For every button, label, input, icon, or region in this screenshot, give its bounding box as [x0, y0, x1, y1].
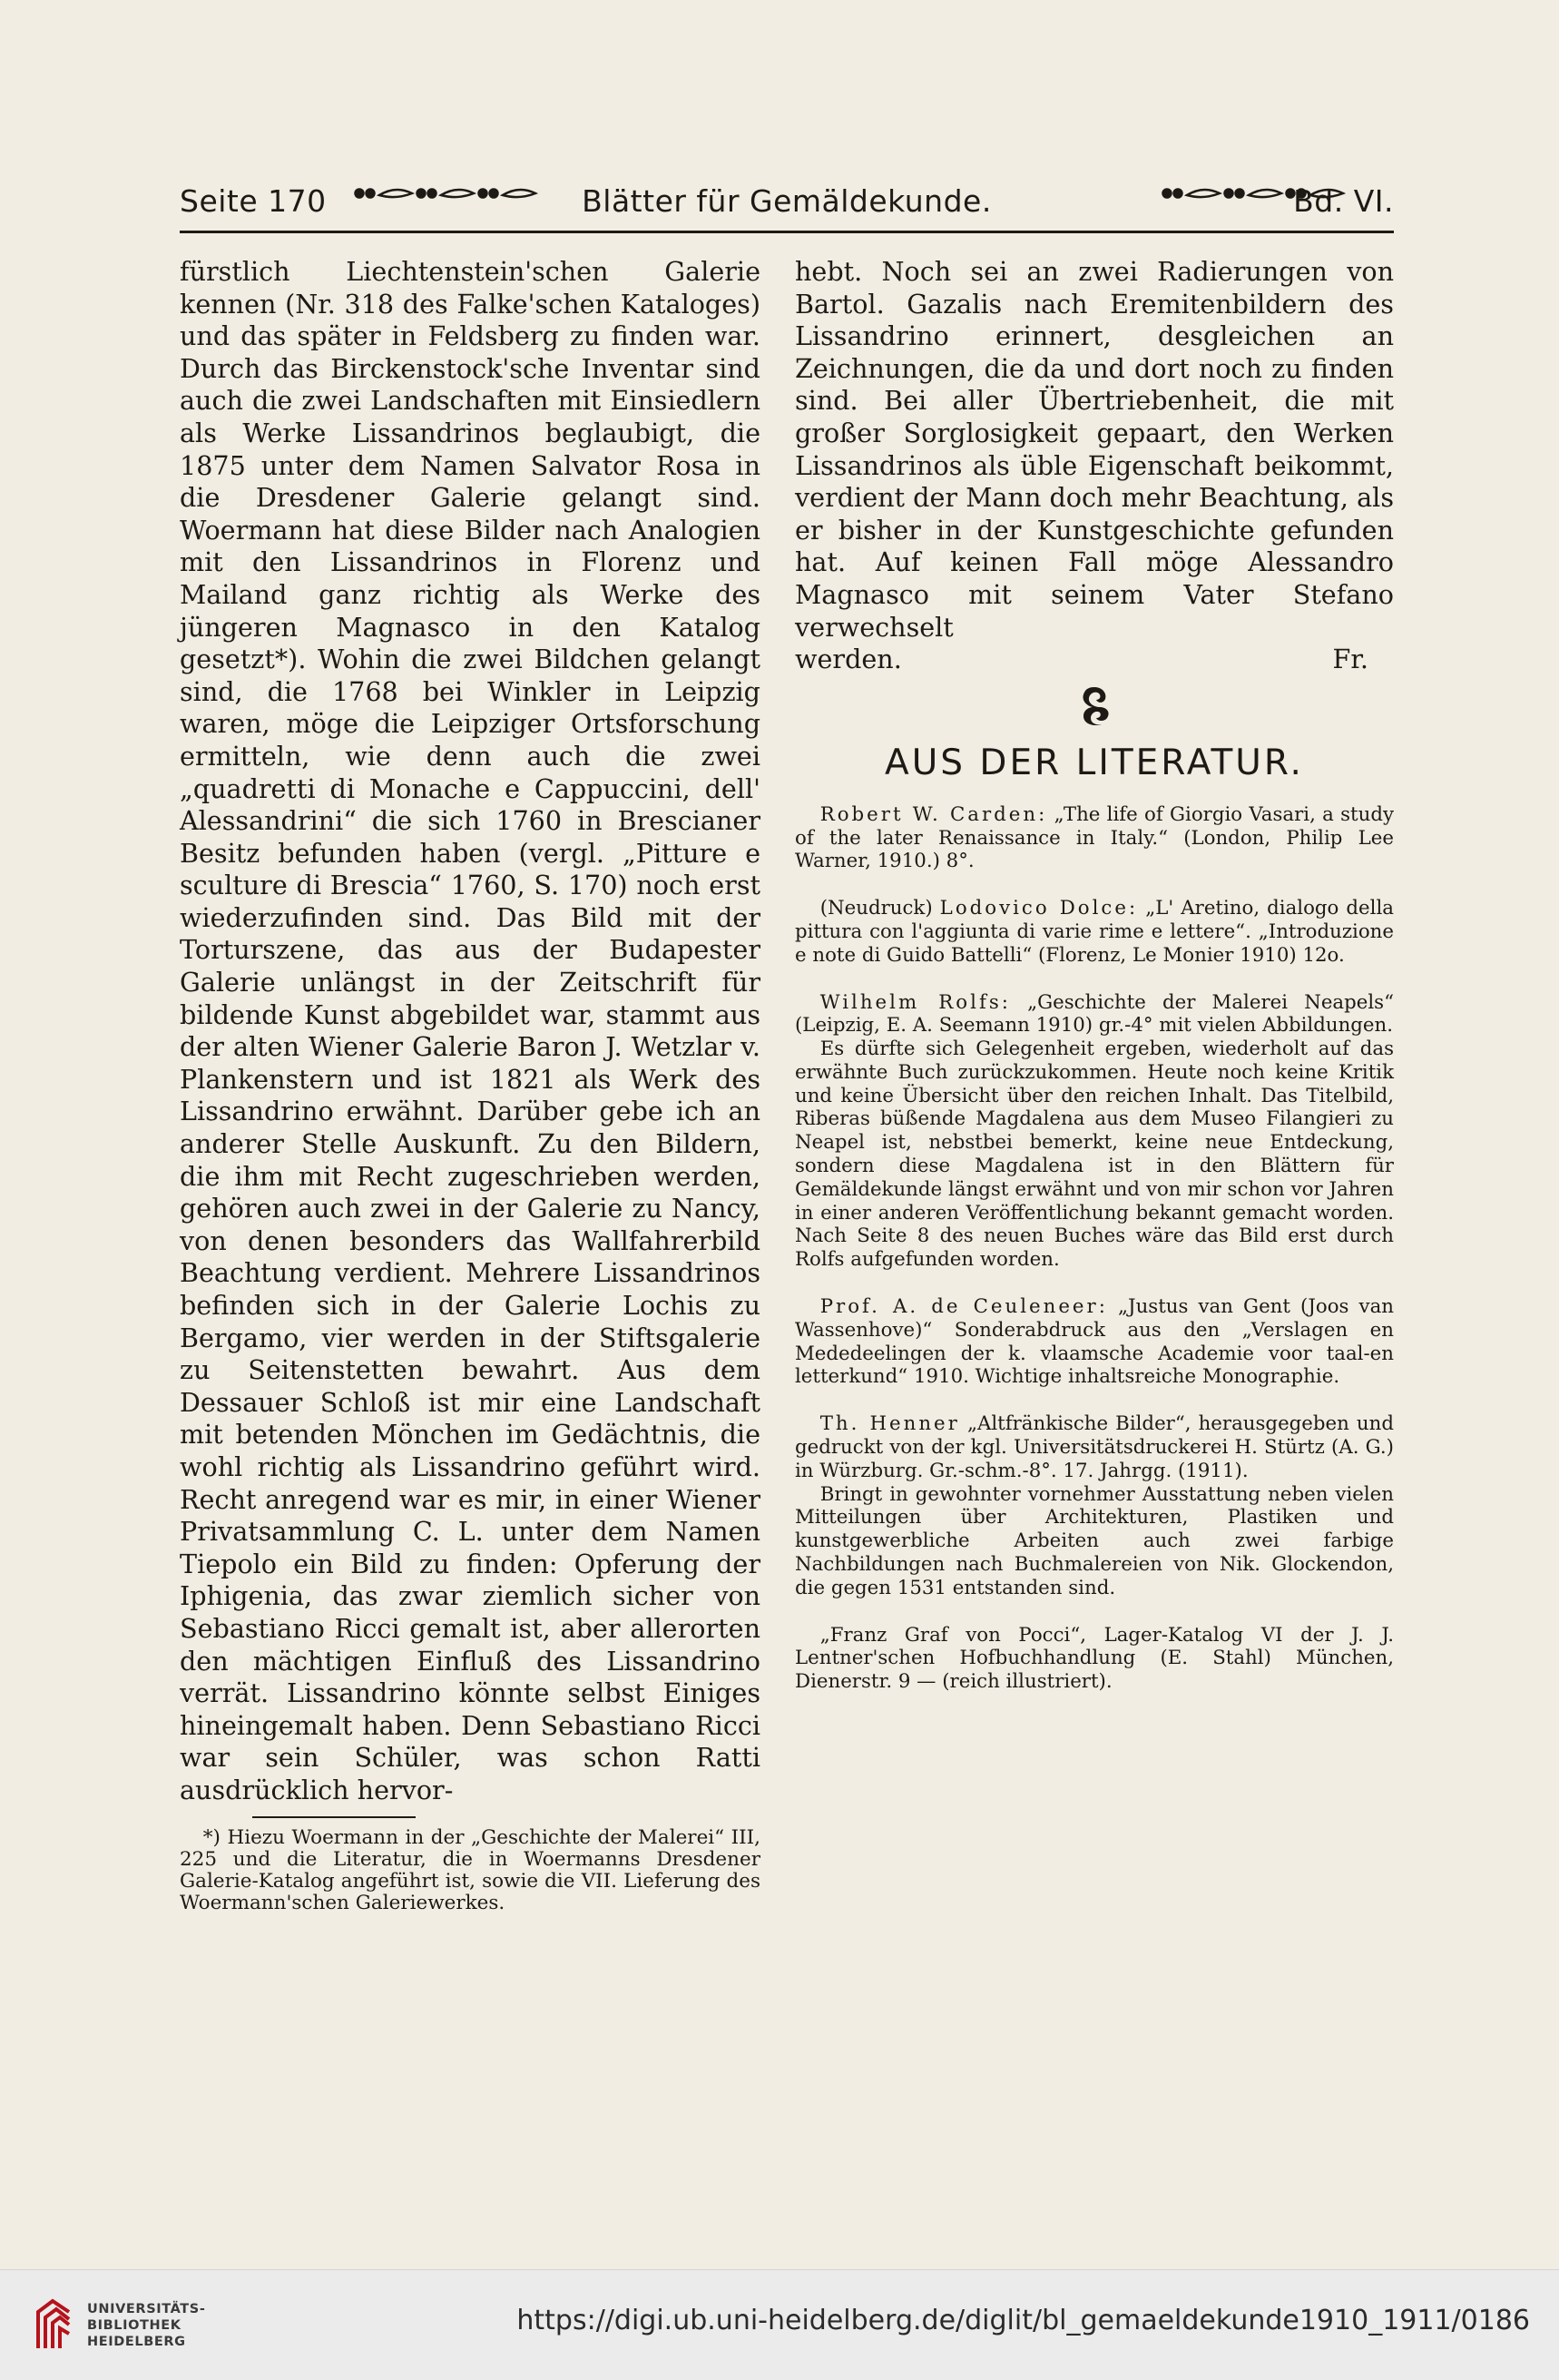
- literature-entry: [795, 991, 1394, 1038]
- entry-author: Wilhelm Rolfs:: [819, 990, 1011, 1014]
- header-divider: [180, 231, 1394, 233]
- author-signature: Fr.: [1332, 644, 1368, 675]
- permalink-url[interactable]: https://digi.ub.uni-heidelberg.de/diglit/bl_gemaeldekunde1910_1911/0186: [516, 2305, 1530, 2336]
- entry-text: „Justus van Gent (Joos van Wassenhove)“ Sonderabdruck aus den „Verslagen en Mededeelingen der k. vlaamsche Academie voor taal-en letterkund“ 1910. Wichtige inhaltsreiche Monographie.: [795, 1295, 1394, 1389]
- entry-author: Robert W. Carden:: [819, 802, 1048, 826]
- footnote: *) Hiezu Woermann in der „Geschichte der Malerei“ III, 225 und die Literatur, die in Woermanns Dresdener Galerie-Katalog angeführt ist, sowie die VII. Lieferung des Woermann'schen Galeriewerkes.: [180, 1825, 760, 1915]
- library-name: [87, 2301, 205, 2350]
- literature-entry: [795, 1295, 1394, 1389]
- library-name-line: UNIVERSITÄTS-: [87, 2302, 206, 2316]
- right-column: [795, 256, 1394, 1717]
- literature-entry: [795, 1624, 1394, 1694]
- section-title: AUS DER LITERATUR.: [885, 742, 1304, 783]
- left-column: [180, 256, 760, 1914]
- library-logo-icon[interactable]: [33, 2296, 74, 2352]
- entry-author: Th. Henner: [819, 1412, 960, 1436]
- footnote-divider: [252, 1816, 416, 1818]
- closing-line: [795, 644, 1394, 676]
- entry-text: „Altfränkische Bilder“, herausgegeben und gedruckt von der kgl. Universitätsdruckerei H. Stürtz (A. G.) in Würzburg. Gr.-schm.-8°. 17. Jahrgg. (1911).: [795, 1412, 1394, 1482]
- literature-entry: [795, 897, 1394, 967]
- library-name-line: BIBLIOTHEK: [87, 2318, 181, 2333]
- volume-label: Bd. VI.: [1293, 183, 1394, 219]
- closing-word: werden.: [795, 644, 902, 675]
- library-banner: [0, 2269, 1559, 2380]
- entry-text: „Geschichte der Malerei Neapels“ (Leipzig, E. A. Seemann 1910) gr.-4° mit vielen Abbildungen.: [795, 990, 1394, 1038]
- entry-text: „The life of Giorgio Vasari, a study of the later Renaissance in Italy.“ (London, Philip Lee Warner, 1910.) 8°.: [795, 802, 1394, 873]
- body-paragraph-continued: hebt. Noch sei an zwei Radierungen von Bartol. Gazalis nach Eremitenbildern des Lissandrino erinnert, desgleichen an Zeichnungen, die da und dort noch zu finden sind. Bei aller Übertriebenheit, die mit großer Sorglosigkeit gepaart, den Werken Lissandrinos als üble Eigenschaft beikommt, verdient der Mann doch mehr Beachtung, als er bisher in der Kunstgeschichte gefunden hat. Auf keinen Fall möge Alessandro Magnasco mit seinem Vater Stefano verwechselt: [795, 256, 1394, 643]
- journal-title: Blätter für Gemäldekunde.: [582, 183, 992, 219]
- entry-author: Lodovico Dolce:: [939, 897, 1139, 920]
- literature-entry: [795, 803, 1394, 873]
- entry-review: Bringt in gewohnter vornehmer Ausstattung neben vielen Mitteilungen über Architekturen, Plastiken und kunstgewerbliche Arbeiten auch zwei farbige Nachbildungen nach Buchmalereien von Nik. Glockendon, die gegen 1531 entstanden sind.: [795, 1482, 1394, 1599]
- entry-author: „Franz Graf von Pocci“,: [819, 1623, 1086, 1647]
- library-name-line: HEIDELBERG: [87, 2335, 186, 2349]
- body-paragraph: fürstlich Liechtenstein'schen Galerie kennen (Nr. 318 des Falke'schen Kataloges) und das später in Feldsberg zu finden war. Durch das Birckenstock'sche Inventar sind auch die zwei Landschaften mit Einsiedlern als Werke Lissandrinos beglaubigt, die 1875 unter dem Namen Salvator Rosa in die Dresdener Galerie gelangt sind. Woermann hat diese Bilder nach Analogien mit den Lissandrinos in Florenz und Mailand ganz richtig als Werke des jüngeren Magnasco in den Katalog gesetzt*). Wohin die zwei Bildchen gelangt sind, die 1768 bei Winkler in Leipzig waren, möge die Leipziger Ortsforschung ermitteln, wie denn auch die zwei „quadretti di Monache e Cappuccini, dell' Alessandrini“ die sich 1760 in Brescianer Besitz befunden haben (vergl. „Pitture e sculture di Brescia“ 1760, S. 170) noch erst wiederzufinden sind. Das Bild mit der Torturszene, das aus der Budapester Galerie unlängst in der Zeitschrift für bildende Kunst abgebildet war, stammt aus der alten Wiener Galerie Baron J. Wetzlar v. Plankenstern und ist 1821 als Werk des Lissandrino erwähnt. Darüber gebe ich an anderer Stelle Auskunft. Zu den Bildern, die ihm mit Recht zugeschrieben werden, gehören auch zwei in der Galerie zu Nancy, von denen besonders das Wallfahrerbild Beachtung verdient. Mehrere Lissandrinos befinden sich in der Galerie Lochis zu Bergamo, vier werden in der Stiftsgalerie zu Seitenstetten bewahrt. Aus dem Dessauer Schloß ist mir eine Landschaft mit betenden Mönchen im Gedächtnis, die wohl richtig als Lissandrino geführt wird. Recht anregend war es mir, in einer Wiener Privatsammlung C. L. unter dem Namen Tiepolo ein Bild zu finden: Opferung der Iphigenia, das zwar ziemlich sicher von Sebastiano Ricci gemalt ist, aber allerorten den mächtigen Einfluß des Lissandrino verrät. Lissandrino könnte selbst Einiges hineingemalt haben. Denn Sebastiano Ricci war sein Schüler, was schon Ratti ausdrücklich hervor-: [180, 256, 760, 1805]
- entry-prefix: (Neudruck): [819, 897, 933, 920]
- running-header: [180, 178, 1394, 229]
- entry-author: Prof. A. de Ceuleneer:: [819, 1295, 1108, 1319]
- fleuron-icon: [795, 684, 1394, 731]
- page-label: Seite 170: [180, 183, 327, 219]
- literature-entry: [795, 1412, 1394, 1482]
- entry-text: „L' Aretino, dialogo della pittura con l'aggiunta di varie rime e lettere“. „Introduzione e note di Guido Battelli“ (Florenz, Le Monier 1910) 12o.: [795, 897, 1394, 967]
- entry-text: Lager-Katalog VI der J. J. Lentner'schen Hofbuchhandlung (E. Stahl) München, Dienerstr. 9 — (reich illustriert).: [795, 1623, 1394, 1694]
- entry-review: Es dürfte sich Gelegenheit ergeben, wiederholt auf das erwähnte Buch zurückzukommen. Heute noch keine Kritik und keine Übersicht über den reichen Inhalt. Das Titelbild, Riberas büßende Magdalena aus dem Museo Filangieri zu Neapel ist, nebstbei bemerkt, keine neue Entdeckung, sondern diese Magdalena ist in den Blättern für Gemäldekunde längst erwähnt und von mir schon vor Jahren in einer anderen Veröffentlichung bekannt gemacht worden. Nach Seite 8 des neuen Buches wäre das Bild erst durch Rolfs aufgefunden worden.: [795, 1038, 1394, 1272]
